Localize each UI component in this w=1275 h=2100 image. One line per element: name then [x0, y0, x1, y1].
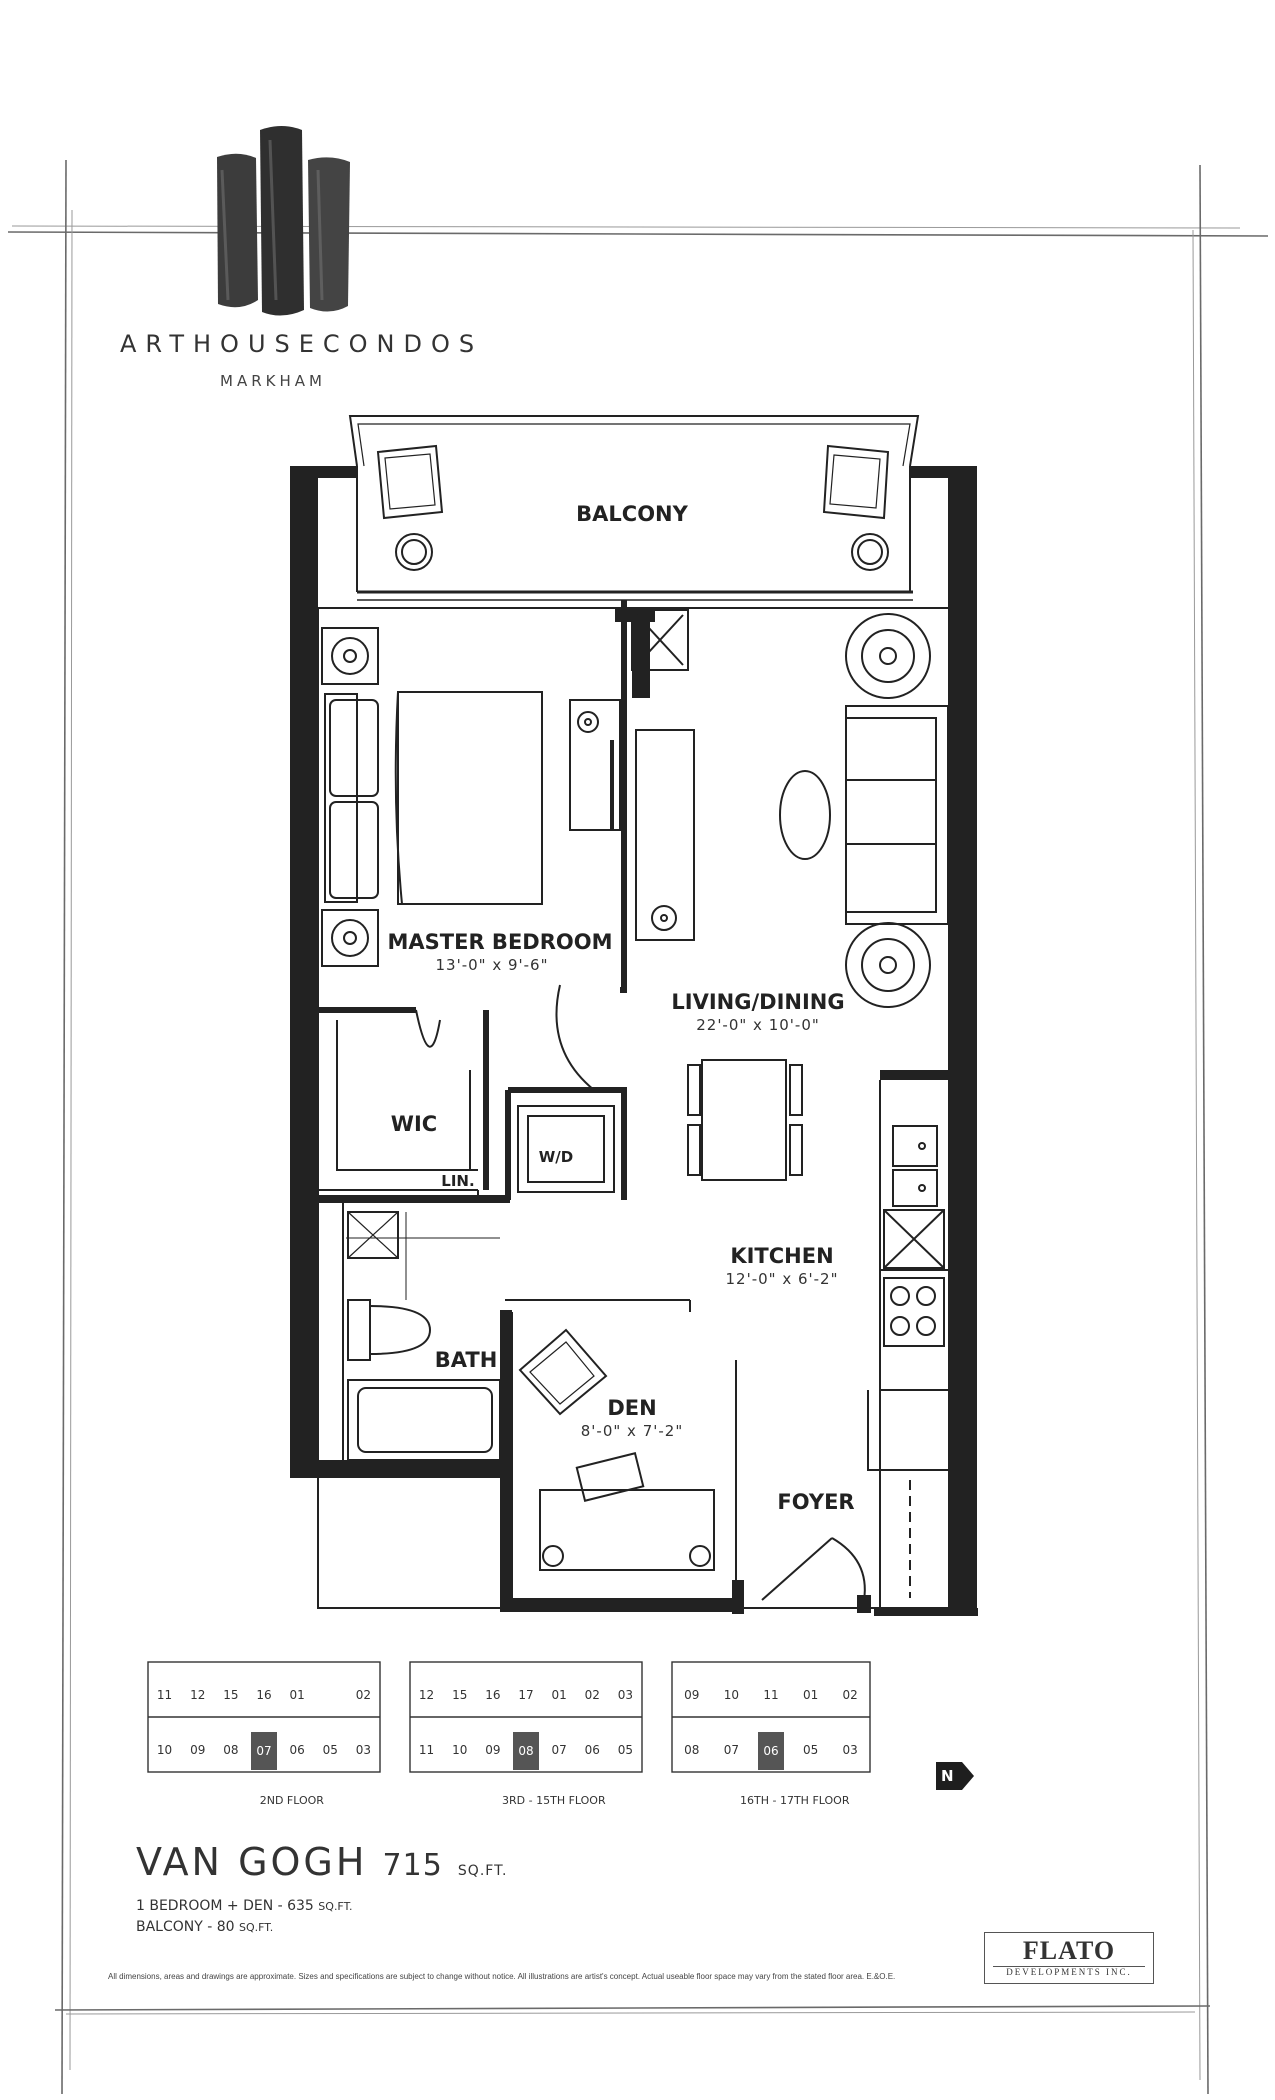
key-plan-unit: 06	[584, 1743, 600, 1757]
key-plan-unit: 01	[802, 1688, 819, 1702]
den-chair-icon	[520, 1330, 606, 1414]
key-plan-unit: 10	[723, 1688, 740, 1702]
interior-walls	[318, 600, 950, 1610]
suite-title	[136, 1840, 507, 1884]
key-plan-unit: 06	[289, 1743, 305, 1757]
key-plan-unit: 03	[355, 1743, 372, 1757]
key-plan-unit: 07	[723, 1743, 740, 1757]
key-plan-unit: 09	[190, 1743, 206, 1757]
room-label-balcony: BALCONY	[576, 502, 688, 526]
sofa-icon	[846, 706, 948, 924]
room-dims-kitchen: 12'-0" x 6'-2"	[725, 1270, 839, 1288]
key-plan-unit: 07	[551, 1743, 567, 1757]
disclaimer: All dimensions, areas and drawings are approximate. Sizes and specifications are subject to change without notice. All illustrations are artist's concept. Actual useable floor space may vary from the stated floor area. E.&O.E.	[108, 1972, 896, 1981]
key-plan-unit-highlighted: 07	[251, 1732, 277, 1770]
room-label-kitchen: KITCHEN	[730, 1244, 834, 1268]
key-plan-unit: 09	[684, 1688, 700, 1702]
stove-icon	[884, 1278, 944, 1346]
room-label-bath: BATH	[434, 1348, 498, 1372]
key-plan-unit: 12	[418, 1688, 435, 1702]
developer-sub: DEVELOPMENTS INC.	[993, 1966, 1145, 1977]
coffee-table-icon	[780, 771, 830, 859]
desk-icon	[540, 1453, 714, 1570]
room-label-living-dining: LIVING/DINING	[671, 990, 845, 1014]
side-table-icon	[846, 614, 930, 1007]
room-label-foyer: FOYER	[777, 1490, 855, 1514]
key-plan-unit: 09	[485, 1743, 501, 1757]
room-dims-master-bedroom: 13'-0" x 9'-6"	[435, 956, 549, 974]
room-label-lin: LIN.	[441, 1172, 475, 1190]
key-plan-unit: 16	[485, 1688, 501, 1702]
tv-stand-icon	[636, 730, 694, 940]
brand-name: ARTHOUSECONDOS	[120, 330, 484, 358]
brand-city: MARKHAM	[220, 372, 326, 390]
suite-spec-balcony-text: BALCONY - 80	[136, 1919, 235, 1935]
suite-spec-bedroom-unit: SQ.FT.	[318, 1900, 353, 1913]
dining-table-icon	[688, 1060, 802, 1180]
suite-spec-balcony-unit: SQ.FT.	[239, 1921, 274, 1934]
north-label: N	[941, 1767, 954, 1785]
room-dims-living-dining: 22'-0" x 10'-0"	[696, 1016, 820, 1034]
key-plan-caption: 16TH - 17TH FLOOR	[740, 1794, 850, 1807]
key-plan-unit: 08	[684, 1743, 700, 1757]
shower-icon	[346, 1212, 500, 1300]
key-plan-unit: 10	[156, 1743, 173, 1757]
key-plan-unit: 05	[617, 1743, 634, 1757]
key-plan-unit: 10	[452, 1743, 468, 1757]
key-plan-unit: 15	[452, 1688, 468, 1702]
key-plan-unit: 15	[223, 1688, 239, 1702]
key-plan-unit-highlighted: 06	[758, 1732, 784, 1770]
suite-spec-bedroom-text: 1 BEDROOM + DEN - 635	[136, 1898, 314, 1914]
key-plan-caption: 2ND FLOOR	[259, 1794, 324, 1807]
balcony-plant-icon	[396, 534, 888, 570]
dresser-icon	[570, 700, 620, 830]
key-plan-unit: 05	[802, 1743, 819, 1757]
key-plan-unit: 02	[842, 1688, 858, 1702]
key-plan-unit: 02	[355, 1688, 372, 1702]
key-plan-caption: 3RD - 15TH FLOOR	[502, 1794, 606, 1807]
key-plan-unit: 11	[418, 1743, 435, 1757]
key-plan-unit: 05	[322, 1743, 338, 1757]
key-plan-unit: 01	[551, 1688, 567, 1702]
fridge-icon	[884, 1210, 944, 1268]
room-label-den: DEN	[607, 1396, 657, 1420]
key-plan-unit: 08	[223, 1743, 239, 1757]
key-plan-unit: 17	[518, 1688, 534, 1702]
key-plan-unit: 16	[256, 1688, 272, 1702]
room-label-wic: WIC	[390, 1112, 438, 1136]
key-plan-unit: 12	[190, 1688, 206, 1702]
key-plan-unit: 02	[584, 1688, 600, 1702]
developer-logo	[984, 1932, 1154, 1984]
room-dims-den: 8'-0" x 7'-2"	[580, 1422, 684, 1440]
key-plan-unit: 11	[156, 1688, 173, 1702]
suite-area-unit: SQ.FT.	[457, 1863, 508, 1879]
toilet-icon	[348, 1300, 430, 1360]
suite-spec-balcony	[136, 1919, 273, 1935]
key-plan-unit: 03	[617, 1688, 634, 1702]
suite-spec-bedroom	[136, 1898, 352, 1914]
key-plan-unit: 03	[842, 1743, 858, 1757]
exterior-walls	[290, 466, 978, 1616]
key-plan-unit-highlighted: 08	[513, 1732, 539, 1770]
bed-icon	[325, 692, 542, 904]
sink-icon	[893, 1126, 937, 1206]
room-label-wd: W/D	[538, 1148, 574, 1166]
developer-name: FLATO	[1022, 1936, 1116, 1965]
entry-door-icon	[762, 1538, 870, 1612]
sketch-frame	[8, 160, 1268, 2094]
room-label-master-bedroom: MASTER BEDROOM	[387, 930, 613, 954]
suite-name: VAN GOGH	[136, 1840, 368, 1884]
arthouse-logo-icon	[217, 126, 350, 316]
suite-area: 715	[382, 1848, 443, 1883]
key-plan-unit: 01	[289, 1688, 305, 1702]
key-plan-unit: 11	[763, 1688, 779, 1702]
bathtub-icon	[348, 1380, 500, 1460]
